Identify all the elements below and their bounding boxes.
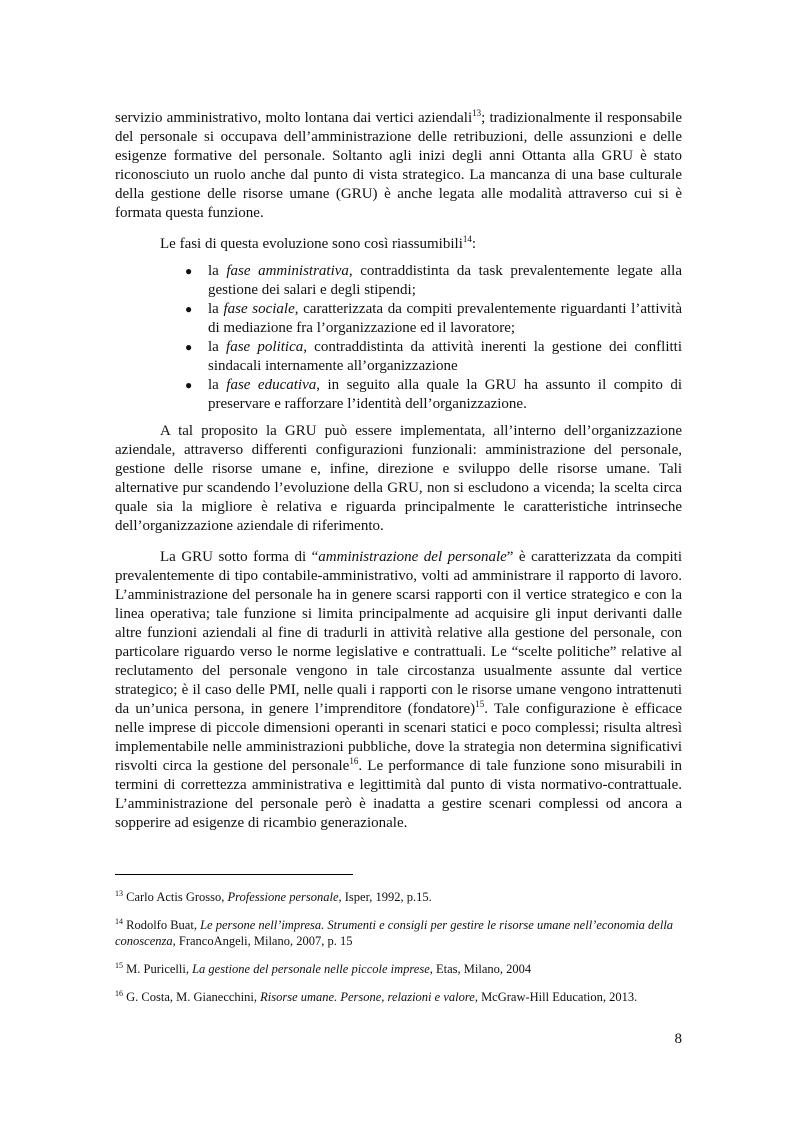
footnote-ref-15: 15: [475, 699, 485, 709]
footnote-ref-13: 13: [472, 108, 482, 118]
bullet-icon: ●: [185, 378, 193, 392]
footnote-14: $^{14}$ Rodolfo Buat, Le persone nell’impresa. Strumenti e consigli per gestire le risorse umane nell’economia della conoscenza, FrancoAngeli, Milano, 2007, p. 15: [115, 917, 674, 948]
footnote-15: $^{15}$ M. Puricelli, La gestione del personale nelle piccole imprese, Etas, Milano, 2004: [115, 961, 532, 976]
footnote-13: $^{13}$ Carlo Actis Grosso, Professione personale, Isper, 1992, p.15.: [115, 889, 432, 904]
page-body: [115, 109, 682, 833]
phases-list: [115, 262, 682, 414]
list-item-phase: ● la fase educativa, in seguito alla quale la GRU ha assunto il compito di preservare e rafforzare l’identità dell’organizzazione.: [185, 377, 682, 412]
page-number: 8: [674, 1031, 682, 1047]
paragraph-1: servizio amministrativo, molto lontana dai vertici aziendali$^{13}$; tradizionalmente il responsabile del personale si occupava dell’amministrazione delle retribuzioni, delle assunzioni e delle esigenze formative del personale. Soltanto agli inizi degli anni Ottanta alla GRU è stato riconosciuto un ruolo anche dal punto di vista strategico. La mancanza di una base culturale della gestione delle risorse umane (GRU) è anche legata alle modalità attraverso cui si è formata questa funzione.: [115, 108, 682, 221]
bullet-icon: ●: [185, 340, 193, 354]
list-item-phase: ● la fase sociale, caratterizzata da compiti prevalentemente riguardanti l’attività di mediazione fra l’organizzazione ed il lavoratore;: [185, 301, 682, 336]
bullet-icon: ●: [185, 264, 193, 278]
paragraph-4: La GRU sotto forma di “amministrazione del personale” è caratterizzata da compiti prevalentemente di tipo contabile-amministrativo, volti ad amministrare il rapporto di lavoro. L’amministrazione del personale ha in genere scarsi rapporti con il vertice strategico e con la linea operativa; tale funzione si limita principalmente ad acquisire gli input derivanti dalle altre funzioni aziendali al fine di tradurli in attività relative alla gestione del personale, con particolare riguardo verso le norme legislative e contrattuali. Le “scelte politiche” relative al reclutamento del personale vengono in tale circostanza usualmente assunte dal vertice strategico; è il caso delle PMI, nelle quali i rapporti con le risorse umane vengono intrattenuti da un’unica persona, in genere l’imprenditore (fondatore)$^{15}$. Tale configurazione è efficace nelle imprese di piccole dimensioni operanti in scenari statici e poco complessi; risulta altresì implementabile nelle amministrazioni pubbliche, dove la strategia non determina significativi risvolti circa la gestione del personale$^{16}$. Le performance di tale funzione sono misurabili in termini di correttezza amministrativa e legittimità dal punto di vista normativo-contrattuale. L’amministrazione del personale però è inadatta a gestire scenari complessi od ancora a sopperire ad esigenze di ricambio generazionale.: [115, 549, 683, 831]
footnotes: [115, 889, 682, 1017]
list-item-phase: ● la fase politica, contraddistinta da attività inerenti la gestione dei conflitti sindacali internamente all’organizzazione: [185, 339, 682, 374]
paragraph-3: A tal proposito la GRU può essere implementata, all’interno dell’organizzazione aziendale, attraverso differenti configurazioni funzionali: amministrazione del personale, gestione delle risorse umane e, infine, direzione e sviluppo delle risorse umane. Tali alternative pur scandendo l’evoluzione della GRU, non si escludono a vicenda; la scelta circa quale sia la migliore è relativa e riguarda principalmente le caratteristiche intrinseche dell’organizzazione aziendale di riferimento.: [115, 423, 682, 534]
list-item-phase: ● la fase amministrativa, contraddistinta da task prevalentemente legate alla gestione dei salari e degli stipendi;: [185, 263, 682, 298]
footnote-divider: [115, 874, 353, 875]
paragraph-2: Le fasi di questa evoluzione sono così riassumibili$^{14}$:: [160, 234, 477, 252]
footnote-16: $^{16}$ G. Costa, M. Gianecchini, Risorse umane. Persone, relazioni e valore, McGraw-Hill Education, 2013.: [115, 989, 638, 1004]
footnote-ref-14: 14: [462, 234, 472, 244]
bullet-icon: ●: [185, 302, 193, 316]
footnote-ref-16: 16: [349, 756, 359, 766]
